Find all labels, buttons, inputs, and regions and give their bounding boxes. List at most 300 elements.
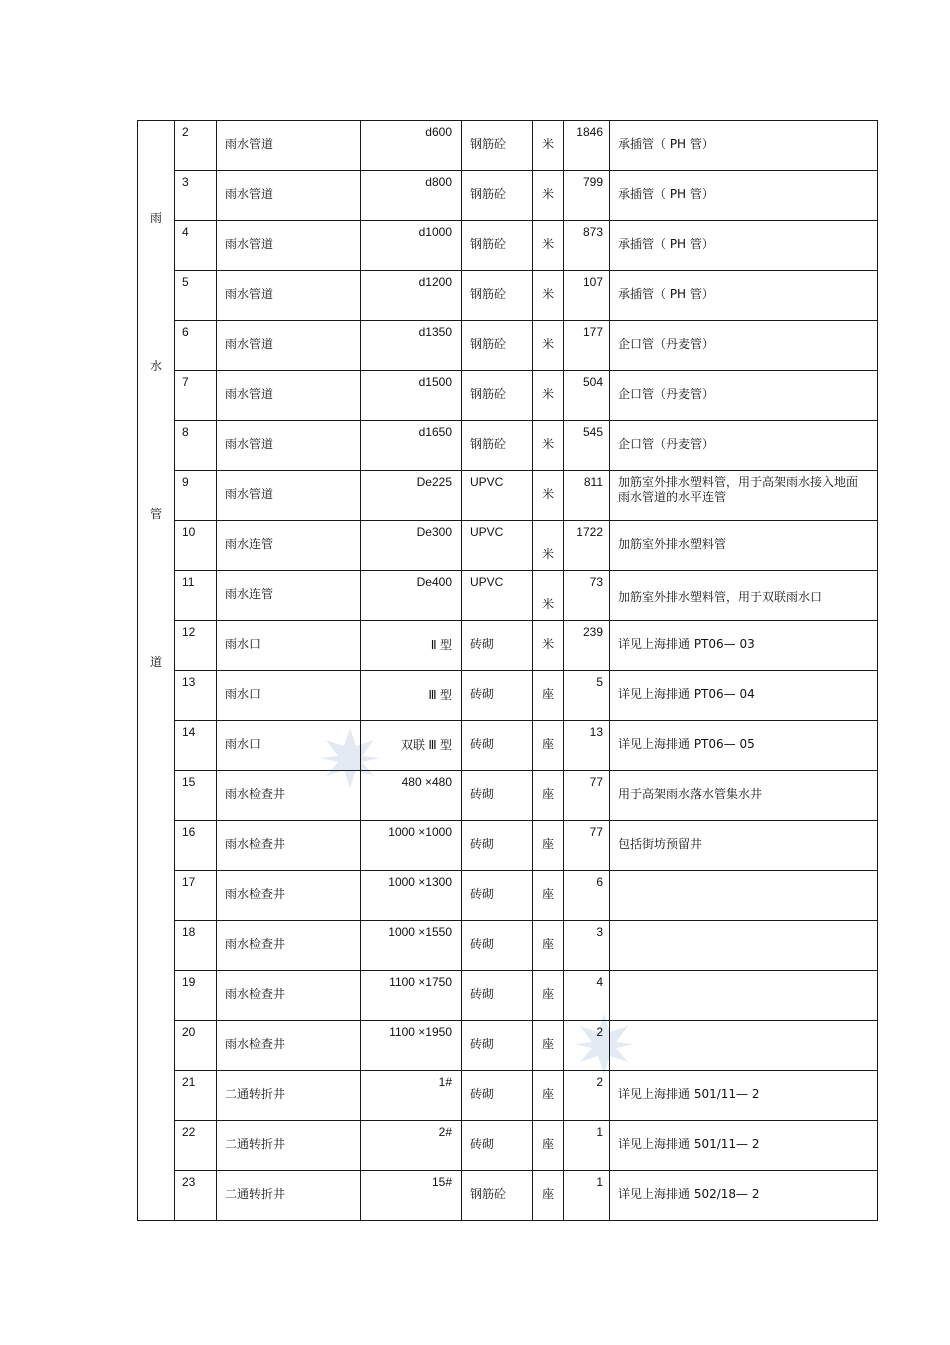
item-note: 详见上海排通 PT06— 03 bbox=[618, 637, 755, 651]
item-quantity: 107 bbox=[582, 275, 603, 289]
row-number: 14 bbox=[182, 725, 196, 739]
item-unit-cell bbox=[533, 871, 564, 921]
item-material-cell bbox=[462, 621, 533, 671]
row-number: 6 bbox=[182, 325, 189, 339]
item-quantity-cell bbox=[564, 371, 610, 421]
item-unit: 米 bbox=[541, 237, 554, 251]
item-quantity-cell bbox=[564, 171, 610, 221]
item-material: 钢筋砼 bbox=[470, 437, 507, 451]
table-row bbox=[138, 921, 878, 971]
item-spec: 双联 Ⅲ 型 bbox=[401, 738, 452, 752]
row-number: 22 bbox=[182, 1125, 196, 1139]
item-quantity-cell bbox=[564, 821, 610, 871]
item-quantity-cell bbox=[564, 571, 610, 621]
row-number-cell bbox=[175, 971, 217, 1021]
table-row bbox=[138, 371, 878, 421]
item-material-cell bbox=[462, 571, 533, 621]
row-number-cell bbox=[175, 271, 217, 321]
item-name: 雨水管道 bbox=[225, 437, 274, 451]
item-spec-cell bbox=[361, 971, 462, 1021]
row-number-cell bbox=[175, 621, 217, 671]
item-note: 详见上海排通 501/11— 2 bbox=[618, 1137, 760, 1151]
item-unit-cell bbox=[533, 921, 564, 971]
item-note-cell bbox=[610, 821, 878, 871]
item-name: 雨水口 bbox=[225, 737, 262, 751]
item-note: 详见上海排通 502/18— 2 bbox=[618, 1187, 760, 1201]
table-row bbox=[138, 1121, 878, 1171]
item-material: 砖砌 bbox=[470, 837, 495, 851]
item-quantity-cell bbox=[564, 771, 610, 821]
item-spec: d1650 bbox=[418, 425, 452, 439]
item-spec-cell bbox=[361, 1071, 462, 1121]
row-number: 23 bbox=[182, 1175, 196, 1189]
item-quantity-cell bbox=[564, 1071, 610, 1121]
item-unit-cell bbox=[533, 971, 564, 1021]
item-quantity: 873 bbox=[582, 225, 603, 239]
row-number: 18 bbox=[182, 925, 196, 939]
item-quantity-cell bbox=[564, 121, 610, 171]
item-material: 钢筋砼 bbox=[470, 1187, 507, 1201]
item-note-cell bbox=[610, 571, 878, 621]
item-spec: De300 bbox=[416, 525, 452, 539]
item-note-cell bbox=[610, 921, 878, 971]
item-quantity-cell bbox=[564, 271, 610, 321]
item-quantity: 1846 bbox=[576, 125, 603, 139]
item-material: UPVC bbox=[470, 525, 504, 539]
item-unit: 米 bbox=[541, 597, 554, 611]
item-material-cell bbox=[462, 1071, 533, 1121]
item-unit-cell bbox=[533, 271, 564, 321]
item-material: 砖砌 bbox=[470, 787, 495, 801]
table-row bbox=[138, 471, 878, 521]
row-number-cell bbox=[175, 921, 217, 971]
item-note-cell bbox=[610, 171, 878, 221]
item-name: 雨水连管 bbox=[225, 587, 274, 601]
item-quantity-cell bbox=[564, 971, 610, 1021]
item-material-cell bbox=[462, 521, 533, 571]
item-quantity: 545 bbox=[582, 425, 603, 439]
row-number: 21 bbox=[182, 1075, 196, 1089]
item-name-cell bbox=[217, 221, 361, 271]
item-unit: 米 bbox=[541, 547, 554, 561]
item-note-cell bbox=[610, 671, 878, 721]
row-number-cell bbox=[175, 671, 217, 721]
row-number: 7 bbox=[182, 375, 189, 389]
item-unit-cell bbox=[533, 1171, 564, 1221]
row-number-cell bbox=[175, 421, 217, 471]
item-unit-cell bbox=[533, 621, 564, 671]
item-name-cell bbox=[217, 871, 361, 921]
item-spec-cell bbox=[361, 1121, 462, 1171]
item-quantity: 3 bbox=[596, 925, 603, 939]
item-note: 详见上海排通 501/11— 2 bbox=[618, 1087, 760, 1101]
table-row bbox=[138, 121, 878, 171]
item-name: 雨水管道 bbox=[225, 237, 274, 251]
table-row bbox=[138, 771, 878, 821]
row-number-cell bbox=[175, 371, 217, 421]
item-quantity: 1 bbox=[596, 1125, 603, 1139]
category-char: 雨 bbox=[149, 211, 162, 225]
item-unit: 座 bbox=[541, 787, 554, 801]
table-row bbox=[138, 821, 878, 871]
item-note-cell bbox=[610, 1171, 878, 1221]
item-unit-cell bbox=[533, 521, 564, 571]
item-note-cell bbox=[610, 1071, 878, 1121]
item-material-cell bbox=[462, 971, 533, 1021]
item-quantity: 4 bbox=[596, 975, 603, 989]
item-quantity: 2 bbox=[596, 1025, 603, 1039]
item-note: 企口管（丹麦管） bbox=[618, 387, 715, 401]
item-unit-cell bbox=[533, 1071, 564, 1121]
row-number: 10 bbox=[182, 525, 196, 539]
row-number-cell bbox=[175, 121, 217, 171]
item-material: 钢筋砼 bbox=[470, 187, 507, 201]
row-number: 12 bbox=[182, 625, 196, 639]
item-spec: Ⅲ 型 bbox=[428, 688, 452, 702]
item-spec: d600 bbox=[425, 125, 452, 139]
item-quantity: 77 bbox=[589, 775, 603, 789]
item-note: 详见上海排通 PT06— 04 bbox=[618, 687, 755, 701]
item-spec: De225 bbox=[416, 475, 452, 489]
item-spec: 1# bbox=[438, 1075, 452, 1089]
row-number-cell bbox=[175, 171, 217, 221]
item-name-cell bbox=[217, 571, 361, 621]
item-spec-cell bbox=[361, 771, 462, 821]
item-name: 雨水检查井 bbox=[225, 887, 286, 901]
item-name-cell bbox=[217, 521, 361, 571]
item-material-cell bbox=[462, 421, 533, 471]
item-material-cell bbox=[462, 1121, 533, 1171]
table-row bbox=[138, 721, 878, 771]
item-spec: d1000 bbox=[418, 225, 452, 239]
row-number: 20 bbox=[182, 1025, 196, 1039]
item-material: 钢筋砼 bbox=[470, 137, 507, 151]
item-note bbox=[610, 971, 877, 987]
row-number-cell bbox=[175, 471, 217, 521]
item-name: 雨水管道 bbox=[225, 337, 274, 351]
item-quantity-cell bbox=[564, 671, 610, 721]
item-unit: 座 bbox=[541, 1187, 554, 1201]
table-row bbox=[138, 621, 878, 671]
row-number: 19 bbox=[182, 975, 196, 989]
row-number: 15 bbox=[182, 775, 196, 789]
item-material-cell bbox=[462, 321, 533, 371]
item-unit-cell bbox=[533, 571, 564, 621]
item-note-cell bbox=[610, 371, 878, 421]
item-unit: 座 bbox=[541, 837, 554, 851]
item-name-cell bbox=[217, 121, 361, 171]
item-material: 砖砌 bbox=[470, 937, 495, 951]
item-note: 包括街坊预留井 bbox=[618, 837, 703, 851]
item-quantity-cell bbox=[564, 221, 610, 271]
item-unit: 座 bbox=[541, 937, 554, 951]
item-note-cell bbox=[610, 621, 878, 671]
item-material-cell bbox=[462, 921, 533, 971]
item-spec: Ⅱ 型 bbox=[430, 638, 452, 652]
table-row bbox=[138, 221, 878, 271]
item-note: 承插管（ PH 管） bbox=[618, 287, 714, 301]
item-spec-cell bbox=[361, 571, 462, 621]
item-note: 承插管（ PH 管） bbox=[618, 187, 714, 201]
item-name: 雨水检查井 bbox=[225, 787, 286, 801]
item-name-cell bbox=[217, 421, 361, 471]
row-number-cell bbox=[175, 821, 217, 871]
item-note-cell bbox=[610, 321, 878, 371]
item-quantity-cell bbox=[564, 521, 610, 571]
item-note-cell bbox=[610, 471, 878, 521]
item-unit-cell bbox=[533, 721, 564, 771]
item-name: 雨水检查井 bbox=[225, 1037, 286, 1051]
item-unit: 座 bbox=[541, 1037, 554, 1051]
item-unit: 米 bbox=[541, 637, 554, 651]
item-spec-cell bbox=[361, 521, 462, 571]
item-quantity-cell bbox=[564, 871, 610, 921]
item-unit-cell bbox=[533, 671, 564, 721]
row-number: 4 bbox=[182, 225, 189, 239]
item-material: 钢筋砼 bbox=[470, 237, 507, 251]
item-quantity: 811 bbox=[583, 475, 603, 489]
item-note-cell bbox=[610, 121, 878, 171]
item-spec-cell bbox=[361, 621, 462, 671]
item-name: 二通转折井 bbox=[225, 1087, 286, 1101]
item-name-cell bbox=[217, 1171, 361, 1221]
item-spec: 1100 ×1750 bbox=[389, 975, 452, 989]
table-row bbox=[138, 1071, 878, 1121]
item-note: 企口管（丹麦管） bbox=[618, 437, 715, 451]
table-row bbox=[138, 971, 878, 1021]
item-name: 雨水口 bbox=[225, 687, 262, 701]
item-unit: 座 bbox=[541, 887, 554, 901]
table-row bbox=[138, 1171, 878, 1221]
item-unit: 米 bbox=[541, 187, 554, 201]
item-name: 雨水连管 bbox=[225, 537, 274, 551]
item-unit: 座 bbox=[541, 737, 554, 751]
item-quantity: 13 bbox=[589, 725, 603, 739]
item-name: 雨水管道 bbox=[225, 187, 274, 201]
item-spec: 1000 ×1300 bbox=[388, 875, 452, 889]
item-spec-cell bbox=[361, 171, 462, 221]
row-number-cell bbox=[175, 321, 217, 371]
item-note-cell bbox=[610, 771, 878, 821]
item-name: 二通转折井 bbox=[225, 1137, 286, 1151]
item-material-cell bbox=[462, 471, 533, 521]
item-quantity-cell bbox=[564, 1121, 610, 1171]
item-name: 雨水检查井 bbox=[225, 837, 286, 851]
item-spec: De400 bbox=[416, 575, 452, 589]
item-quantity-cell bbox=[564, 1171, 610, 1221]
item-spec-cell bbox=[361, 421, 462, 471]
item-material: 钢筋砼 bbox=[470, 287, 507, 301]
item-name: 雨水检查井 bbox=[225, 937, 286, 951]
item-material-cell bbox=[462, 871, 533, 921]
item-material: 砖砌 bbox=[470, 887, 495, 901]
item-unit: 米 bbox=[541, 337, 554, 351]
item-quantity: 1722 bbox=[576, 525, 603, 539]
item-unit: 米 bbox=[541, 287, 554, 301]
row-number: 9 bbox=[182, 475, 189, 489]
item-quantity: 239 bbox=[582, 625, 603, 639]
item-spec: d1500 bbox=[418, 375, 452, 389]
item-spec: 2# bbox=[438, 1125, 452, 1139]
item-material: 砖砌 bbox=[470, 737, 495, 751]
row-number: 11 bbox=[182, 575, 195, 589]
item-note-cell bbox=[610, 1121, 878, 1171]
item-quantity: 73 bbox=[589, 575, 603, 589]
item-material: 砖砌 bbox=[470, 987, 495, 1001]
item-material: 砖砌 bbox=[470, 1037, 495, 1051]
item-name-cell bbox=[217, 621, 361, 671]
item-quantity: 504 bbox=[582, 375, 603, 389]
item-spec-cell bbox=[361, 821, 462, 871]
row-number: 16 bbox=[182, 825, 196, 839]
item-unit: 座 bbox=[541, 987, 554, 1001]
item-name: 雨水管道 bbox=[225, 387, 274, 401]
item-unit: 米 bbox=[541, 437, 554, 451]
item-quantity: 799 bbox=[582, 175, 603, 189]
item-note bbox=[610, 1021, 877, 1037]
item-unit-cell bbox=[533, 771, 564, 821]
item-unit-cell bbox=[533, 421, 564, 471]
item-name-cell bbox=[217, 171, 361, 221]
item-quantity-cell bbox=[564, 1021, 610, 1071]
item-spec-cell bbox=[361, 921, 462, 971]
item-name: 二通转折井 bbox=[225, 1187, 286, 1201]
item-material-cell bbox=[462, 821, 533, 871]
item-spec-cell bbox=[361, 321, 462, 371]
item-name-cell bbox=[217, 971, 361, 1021]
item-spec-cell bbox=[361, 121, 462, 171]
item-quantity: 2 bbox=[596, 1075, 603, 1089]
row-number: 5 bbox=[182, 275, 189, 289]
row-number-cell bbox=[175, 871, 217, 921]
item-note bbox=[610, 921, 877, 937]
item-quantity: 177 bbox=[582, 325, 603, 339]
row-number-cell bbox=[175, 1121, 217, 1171]
row-number-cell bbox=[175, 1021, 217, 1071]
category-char: 道 bbox=[149, 655, 162, 669]
row-number: 8 bbox=[182, 425, 189, 439]
item-spec: 480 ×480 bbox=[401, 775, 452, 789]
item-name-cell bbox=[217, 921, 361, 971]
item-quantity: 77 bbox=[589, 825, 603, 839]
item-unit: 座 bbox=[541, 1137, 554, 1151]
row-number-cell bbox=[175, 571, 217, 621]
item-spec: d800 bbox=[425, 175, 452, 189]
item-material: 砖砌 bbox=[470, 1137, 495, 1151]
item-name-cell bbox=[217, 671, 361, 721]
item-quantity-cell bbox=[564, 721, 610, 771]
item-material-cell bbox=[462, 1021, 533, 1071]
item-spec: 1000 ×1550 bbox=[388, 925, 452, 939]
item-unit-cell bbox=[533, 121, 564, 171]
item-spec-cell bbox=[361, 871, 462, 921]
item-unit: 座 bbox=[541, 1087, 554, 1101]
item-spec: 1100 ×1950 bbox=[389, 1025, 452, 1039]
table-row bbox=[138, 521, 878, 571]
item-spec-cell bbox=[361, 1171, 462, 1221]
item-material: 砖砌 bbox=[470, 1087, 495, 1101]
table-row bbox=[138, 271, 878, 321]
row-number: 3 bbox=[182, 175, 189, 189]
item-material-cell bbox=[462, 121, 533, 171]
item-quantity-cell bbox=[564, 621, 610, 671]
category-cell bbox=[138, 121, 175, 1221]
item-note: 详见上海排通 PT06— 05 bbox=[618, 737, 755, 751]
item-note: 用于高架雨水落水管集水井 bbox=[618, 787, 763, 801]
materials-table bbox=[137, 120, 878, 1221]
item-material-cell bbox=[462, 171, 533, 221]
item-note-cell bbox=[610, 1021, 878, 1071]
item-material: 砖砌 bbox=[470, 687, 495, 701]
item-quantity: 1 bbox=[596, 1175, 603, 1189]
item-unit-cell bbox=[533, 821, 564, 871]
item-name-cell bbox=[217, 271, 361, 321]
item-spec: d1200 bbox=[418, 275, 452, 289]
item-name: 雨水管道 bbox=[225, 487, 274, 501]
item-name: 雨水管道 bbox=[225, 287, 274, 301]
item-unit: 米 bbox=[541, 387, 554, 401]
item-spec: 15# bbox=[431, 1175, 452, 1189]
item-material: 钢筋砼 bbox=[470, 337, 507, 351]
item-note-cell bbox=[610, 271, 878, 321]
item-name: 雨水检查井 bbox=[225, 987, 286, 1001]
row-number-cell bbox=[175, 521, 217, 571]
item-note-cell bbox=[610, 421, 878, 471]
item-spec-cell bbox=[361, 271, 462, 321]
item-quantity: 6 bbox=[596, 875, 603, 889]
item-material: 砖砌 bbox=[470, 637, 495, 651]
table-row bbox=[138, 171, 878, 221]
item-name: 雨水口 bbox=[225, 637, 262, 651]
item-name-cell bbox=[217, 771, 361, 821]
item-note: 加筋室外排水塑料管，用于双联雨水口 bbox=[618, 590, 823, 604]
item-note: 企口管（丹麦管） bbox=[618, 337, 715, 351]
row-number-cell bbox=[175, 221, 217, 271]
table-row bbox=[138, 421, 878, 471]
item-material: 钢筋砼 bbox=[470, 387, 507, 401]
table-row bbox=[138, 871, 878, 921]
item-spec: d1350 bbox=[418, 325, 452, 339]
item-quantity-cell bbox=[564, 471, 610, 521]
item-name-cell bbox=[217, 1121, 361, 1171]
item-unit: 米 bbox=[541, 137, 554, 151]
item-unit-cell bbox=[533, 321, 564, 371]
drainage-spec-sheet bbox=[137, 120, 877, 1221]
item-spec: 1000 ×1000 bbox=[388, 825, 452, 839]
item-note-cell bbox=[610, 871, 878, 921]
item-material-cell bbox=[462, 1171, 533, 1221]
row-number: 17 bbox=[182, 875, 196, 889]
item-note: 加筋室外排水塑料管，用于高架雨水接入地面雨水管道的水平连管 bbox=[618, 475, 859, 504]
item-name-cell bbox=[217, 371, 361, 421]
item-material-cell bbox=[462, 271, 533, 321]
item-note: 加筋室外排水塑料管 bbox=[618, 537, 727, 551]
item-note: 承插管（ PH 管） bbox=[618, 237, 714, 251]
item-spec-cell bbox=[361, 221, 462, 271]
row-number: 2 bbox=[182, 125, 189, 139]
item-spec-cell bbox=[361, 671, 462, 721]
item-unit-cell bbox=[533, 471, 564, 521]
item-material-cell bbox=[462, 721, 533, 771]
item-note: 承插管（ PH 管） bbox=[618, 137, 714, 151]
row-number-cell bbox=[175, 1071, 217, 1121]
item-spec-cell bbox=[361, 721, 462, 771]
row-number-cell bbox=[175, 1171, 217, 1221]
table-row bbox=[138, 321, 878, 371]
item-unit-cell bbox=[533, 371, 564, 421]
item-unit-cell bbox=[533, 171, 564, 221]
item-name-cell bbox=[217, 1021, 361, 1071]
